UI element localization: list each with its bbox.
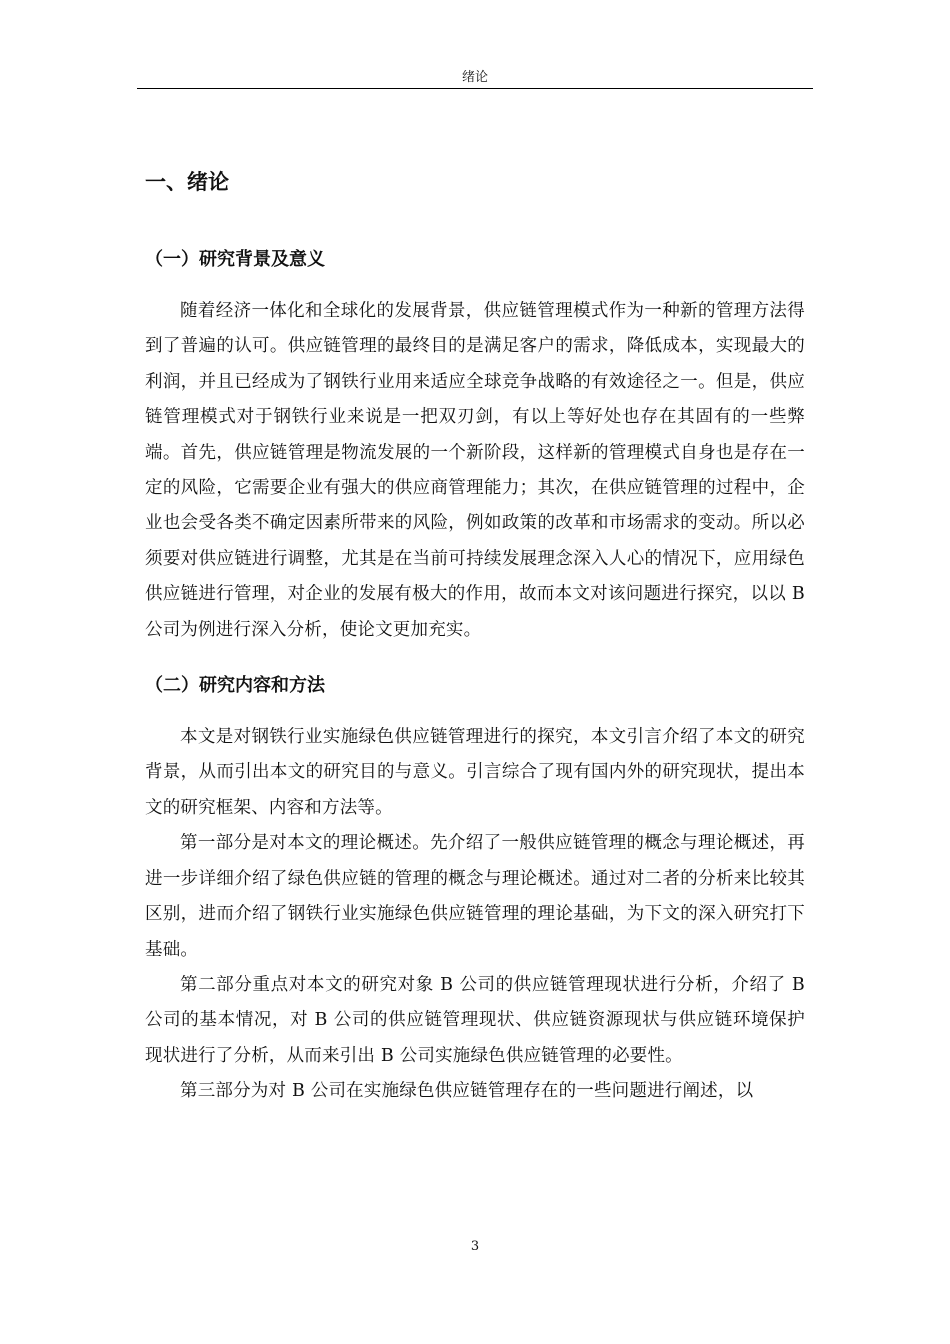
- page-content: [145, 160, 805, 1110]
- running-header: 绪论: [461, 70, 488, 85]
- body-paragraph: 第二部分重点对本文的研究对象 B 公司的供应链管理现状进行分析，介绍了 B 公司的基本情况，对 B 公司的供应链管理现状、供应链资源现状与供应链环境保护现状进行了分析，从而来引出 B 公司实施绿色供应链管理的必要性。: [145, 974, 805, 1066]
- spacer: [145, 278, 805, 294]
- body-paragraph: 第一部分是对本文的理论概述。先介绍了一般供应链管理的概念与理论概述，再进一步详细介绍了绿色供应链的管理的概念与理论概述。通过对二者的分析来比较其区别，进而介绍了钢铁行业实施绿色供应链管理的理论基础，为下文的深入研究打下基础。: [145, 833, 805, 960]
- section-heading-background: （一）研究背景及意义: [145, 249, 325, 270]
- spacer: [145, 204, 805, 242]
- header-rule: [137, 88, 813, 89]
- chapter-title: 一、绪论: [145, 170, 229, 194]
- body-paragraph: 随着经济一体化和全球化的发展背景，供应链管理模式作为一种新的管理方法得到了普遍的认可。供应链管理的最终目的是满足客户的需求，降低成本，实现最大的利润，并且已经成为了钢铁行业用来适应全球竞争战略的有效途径之一。但是，供应链管理模式对于钢铁行业来说是一把双刃剑，有以上等好处也存在其固有的一些弊端。首先，供应链管理是物流发展的一个新阶段，这样新的管理模式自身也是存在一定的风险，它需要企业有强大的供应商管理能力；其次，在供应链管理的过程中，企业也会受各类不确定因素所带来的风险，例如政策的改革和市场需求的变动。所以必须要对供应链进行调整，尤其是在当前可持续发展理念深入人心的情况下，应用绿色供应链进行管理，对企业的发展有极大的作用，故而本文对该问题进行探究，以以 B 公司为例进行深入分析，使论文更加充实。: [145, 301, 805, 640]
- spacer: [145, 704, 805, 720]
- section-heading-content-methods: （二）研究内容和方法: [145, 675, 325, 697]
- page-number: 3: [470, 1239, 480, 1254]
- body-paragraph: 第三部分为对 B 公司在实施绿色供应链管理存在的一些问题进行阐述，以: [180, 1081, 754, 1102]
- body-paragraph: 本文是对钢铁行业实施绿色供应链管理进行的探究，本文引言介绍了本文的研究背景，从而引出本文的研究目的与意义。引言综合了现有国内外的研究现状，提出本文的研究框架、内容和方法等。: [145, 727, 805, 818]
- spacer: [145, 648, 805, 668]
